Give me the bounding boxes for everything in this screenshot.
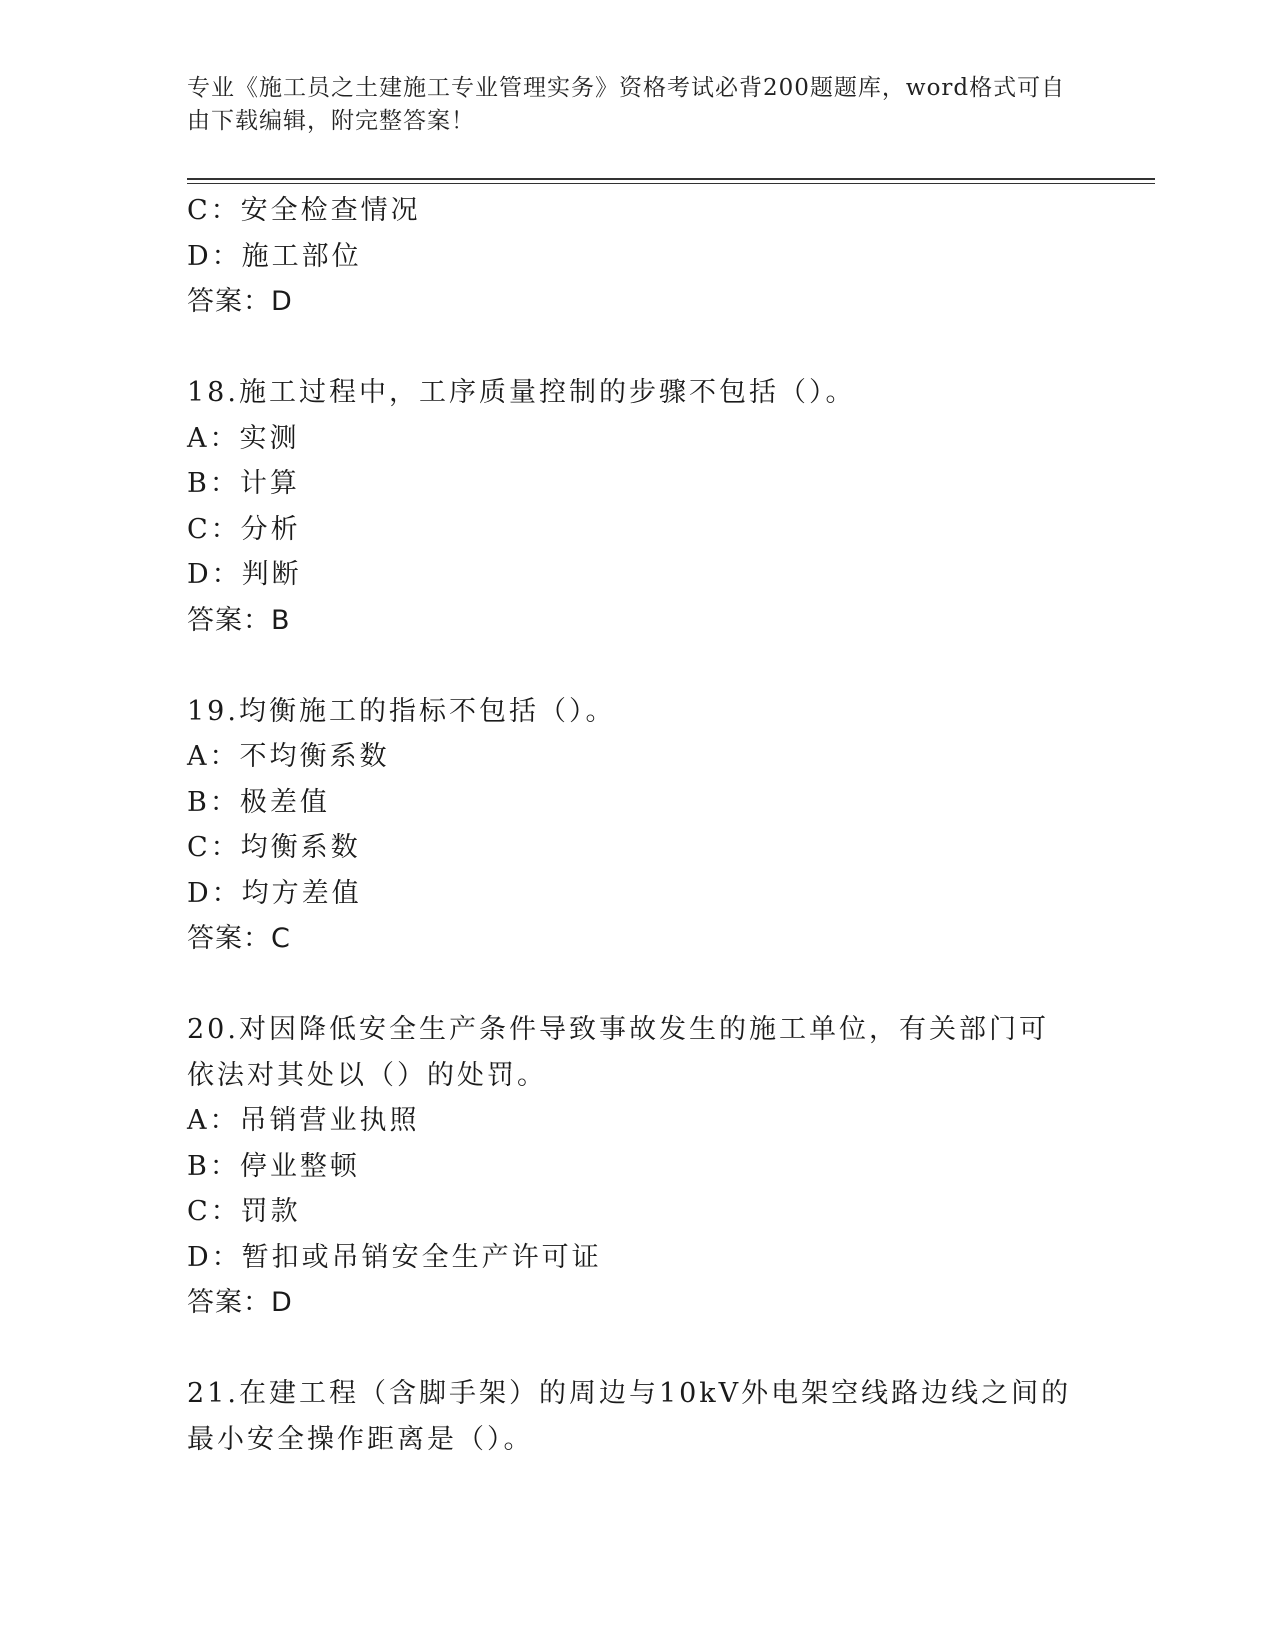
option-b: B：计算 <box>187 468 300 499</box>
spacer <box>187 643 1087 689</box>
option-d: D：均方差值 <box>187 877 362 909</box>
question-17-continued <box>187 188 1087 325</box>
option-d: D：施工部位 <box>187 240 362 272</box>
option-b: B：停业整顿 <box>187 1150 360 1182</box>
question-text: 18.施工过程中，工序质量控制的步骤不包括（）。 <box>187 377 856 408</box>
spacer <box>187 962 1087 1008</box>
header-divider-thin <box>187 183 1155 184</box>
option-a: A：吊销营业执照 <box>187 1105 420 1136</box>
document-header: 专业《施工员之土建施工专业管理实务》资格考试必背200题题库，word格式可自由下载编辑，附完整答案！ <box>187 75 1066 134</box>
option-c: C：安全检查情况 <box>187 195 421 226</box>
option-c: C：罚款 <box>187 1196 301 1227</box>
question-list <box>187 188 1087 1462</box>
option-a: A：不均衡系数 <box>187 741 390 772</box>
question-text: 21.在建工程（含脚手架）的周边与10kV外电架空线路边线之间的最小安全操作距离是（）。 <box>187 1378 1072 1455</box>
option-d: D：判断 <box>187 559 302 590</box>
answer-label: 答案：D <box>187 286 293 317</box>
spacer <box>187 325 1087 371</box>
header-divider-thick <box>187 178 1155 180</box>
option-a: A：实测 <box>187 422 300 454</box>
question-19 <box>187 689 1087 962</box>
question-18 <box>187 370 1087 643</box>
spacer <box>187 1326 1087 1372</box>
question-20 <box>187 1007 1087 1326</box>
option-c: C：分析 <box>187 513 301 545</box>
answer-label: 答案：C <box>187 923 291 954</box>
option-d: D：暂扣或吊销安全生产许可证 <box>187 1241 602 1273</box>
question-text: 20.对因降低安全生产条件导致事故发生的施工单位，有关部门可依法对其处以（）的处罚。 <box>187 1014 1049 1091</box>
answer-label: 答案：B <box>187 604 291 636</box>
option-b: B：极差值 <box>187 786 330 818</box>
question-21 <box>187 1371 1087 1462</box>
answer-label: 答案：D <box>187 1287 293 1318</box>
option-c: C：均衡系数 <box>187 832 361 863</box>
question-text: 19.均衡施工的指标不包括（）。 <box>187 695 616 727</box>
